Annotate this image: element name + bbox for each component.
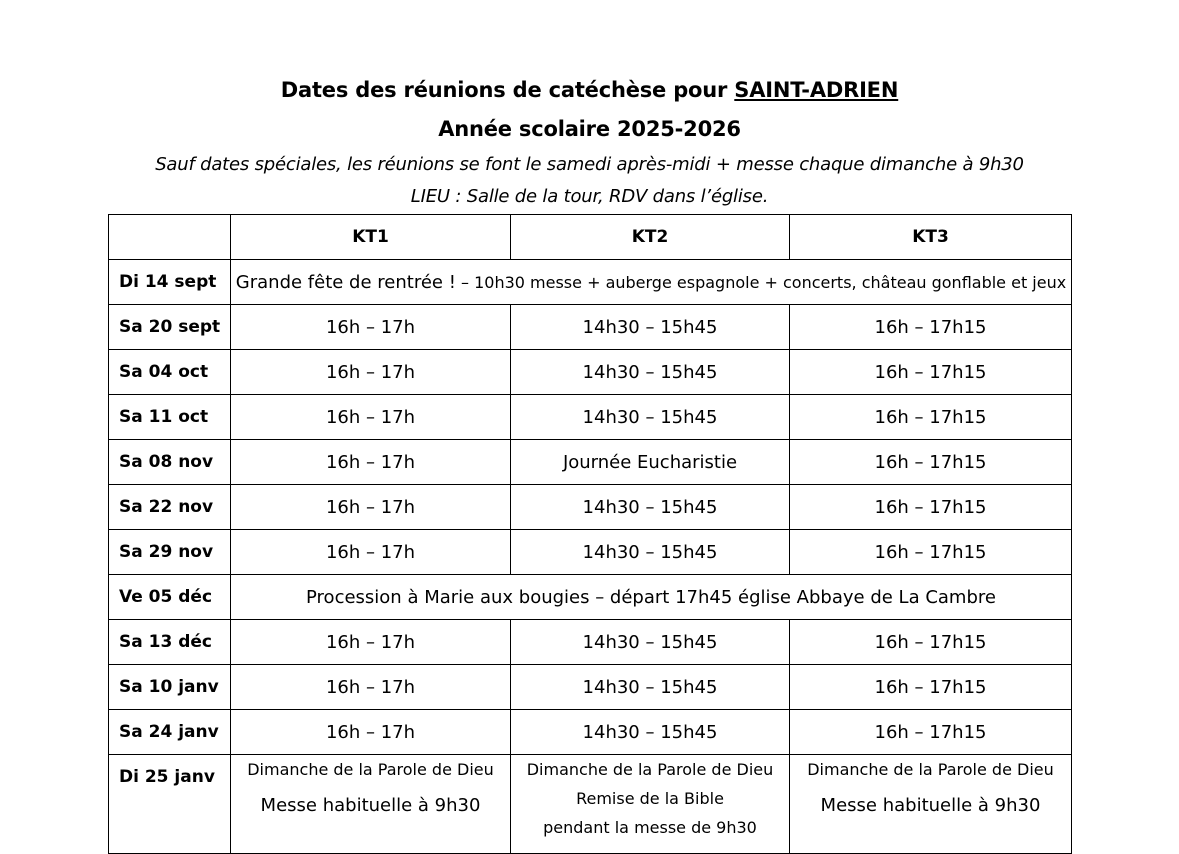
cell-kt3: 16h – 17h15 — [790, 350, 1072, 395]
cell-kt3: 16h – 17h15 — [790, 395, 1072, 440]
cell-kt2: 14h30 – 15h45 — [511, 710, 790, 755]
table-row — [109, 440, 1072, 485]
cell-kt1 — [231, 755, 511, 854]
table-row — [109, 395, 1072, 440]
table-row — [109, 350, 1072, 395]
cell-line: Messe habituelle à 9h30 — [820, 795, 1041, 816]
special-event-detail: – 10h30 messe + auberge espagnole + concerts, château gonflable et jeux — [455, 272, 1067, 292]
row-date: Sa 13 déc — [109, 620, 231, 665]
cell-line: pendant la messe de 9h30 — [543, 818, 757, 837]
parish-name: SAINT-ADRIEN — [734, 78, 899, 102]
cell-kt1: 16h – 17h — [231, 395, 511, 440]
document-title — [0, 78, 1179, 102]
cell-kt1: 16h – 17h — [231, 305, 511, 350]
header-kt3: KT3 — [790, 215, 1072, 260]
subtitle-location: LIEU : Salle de la tour, RDV dans l’église. — [410, 186, 769, 207]
cell-kt1: 16h – 17h — [231, 485, 511, 530]
row-date: Sa 24 janv — [109, 710, 231, 755]
row-date: Sa 22 nov — [109, 485, 231, 530]
cell-kt1: 16h – 17h — [231, 620, 511, 665]
cell-kt3: 16h – 17h15 — [790, 485, 1072, 530]
school-year: Année scolaire 2025-2026 — [438, 117, 741, 141]
cell-line: Dimanche de la Parole de Dieu — [526, 760, 774, 779]
cell-kt2 — [511, 755, 790, 854]
cell-kt1: 16h – 17h — [231, 350, 511, 395]
table-row — [109, 305, 1072, 350]
row-date: Sa 29 nov — [109, 530, 231, 575]
special-event-cell — [231, 575, 1072, 620]
special-event-text: Procession à Marie aux bougies – départ 17h45 église Abbaye de La Cambre — [306, 586, 996, 608]
cell-kt2: Journée Eucharistie — [511, 440, 790, 485]
table-row — [109, 710, 1072, 755]
cell-kt3: 16h – 17h15 — [790, 620, 1072, 665]
row-date: Sa 10 janv — [109, 665, 231, 710]
cell-kt2: 14h30 – 15h45 — [511, 485, 790, 530]
table-row — [109, 665, 1072, 710]
cell-kt3: 16h – 17h15 — [790, 440, 1072, 485]
cell-kt2: 14h30 – 15h45 — [511, 665, 790, 710]
header-kt1: KT1 — [231, 215, 511, 260]
cell-line: Dimanche de la Parole de Dieu — [247, 760, 494, 779]
cell-kt1: 16h – 17h — [231, 530, 511, 575]
table-row — [109, 620, 1072, 665]
table-row — [109, 485, 1072, 530]
cell-kt3: 16h – 17h15 — [790, 665, 1072, 710]
schedule-table — [108, 214, 1072, 854]
cell-kt1: 16h – 17h — [231, 665, 511, 710]
cell-kt2: 14h30 – 15h45 — [511, 350, 790, 395]
row-date: Di 14 sept — [109, 260, 231, 305]
row-date: Sa 04 oct — [109, 350, 231, 395]
table-row — [109, 575, 1072, 620]
row-date: Ve 05 déc — [109, 575, 231, 620]
table-row — [109, 755, 1072, 854]
cell-kt2: 14h30 – 15h45 — [511, 395, 790, 440]
row-date: Di 25 janv — [109, 755, 231, 854]
cell-kt2: 14h30 – 15h45 — [511, 620, 790, 665]
subtitle-schedule-note: Sauf dates spéciales, les réunions se font le samedi après-midi + messe chaque dimanche à 9h30 — [155, 154, 1024, 175]
cell-kt2: 14h30 – 15h45 — [511, 305, 790, 350]
row-date: Sa 08 nov — [109, 440, 231, 485]
table-row — [109, 530, 1072, 575]
header-row — [109, 215, 1072, 260]
cell-line: Messe habituelle à 9h30 — [260, 795, 481, 816]
cell-kt3 — [790, 755, 1072, 854]
cell-kt1: 16h – 17h — [231, 440, 511, 485]
cell-kt2: 14h30 – 15h45 — [511, 530, 790, 575]
header-kt2: KT2 — [511, 215, 790, 260]
title-prefix: Dates des réunions de catéchèse pour — [280, 78, 735, 102]
cell-line: Remise de la Bible — [576, 789, 724, 808]
table-row — [109, 260, 1072, 305]
header-date — [109, 215, 231, 260]
row-date: Sa 11 oct — [109, 395, 231, 440]
special-event-text: Grande fête de rentrée ! — [235, 271, 456, 293]
cell-kt1: 16h – 17h — [231, 710, 511, 755]
cell-kt3: 16h – 17h15 — [790, 710, 1072, 755]
row-date: Sa 20 sept — [109, 305, 231, 350]
special-event-cell — [231, 260, 1072, 305]
schedule-body — [109, 260, 1072, 854]
cell-line: Dimanche de la Parole de Dieu — [807, 760, 1054, 779]
cell-kt3: 16h – 17h15 — [790, 530, 1072, 575]
cell-kt3: 16h – 17h15 — [790, 305, 1072, 350]
